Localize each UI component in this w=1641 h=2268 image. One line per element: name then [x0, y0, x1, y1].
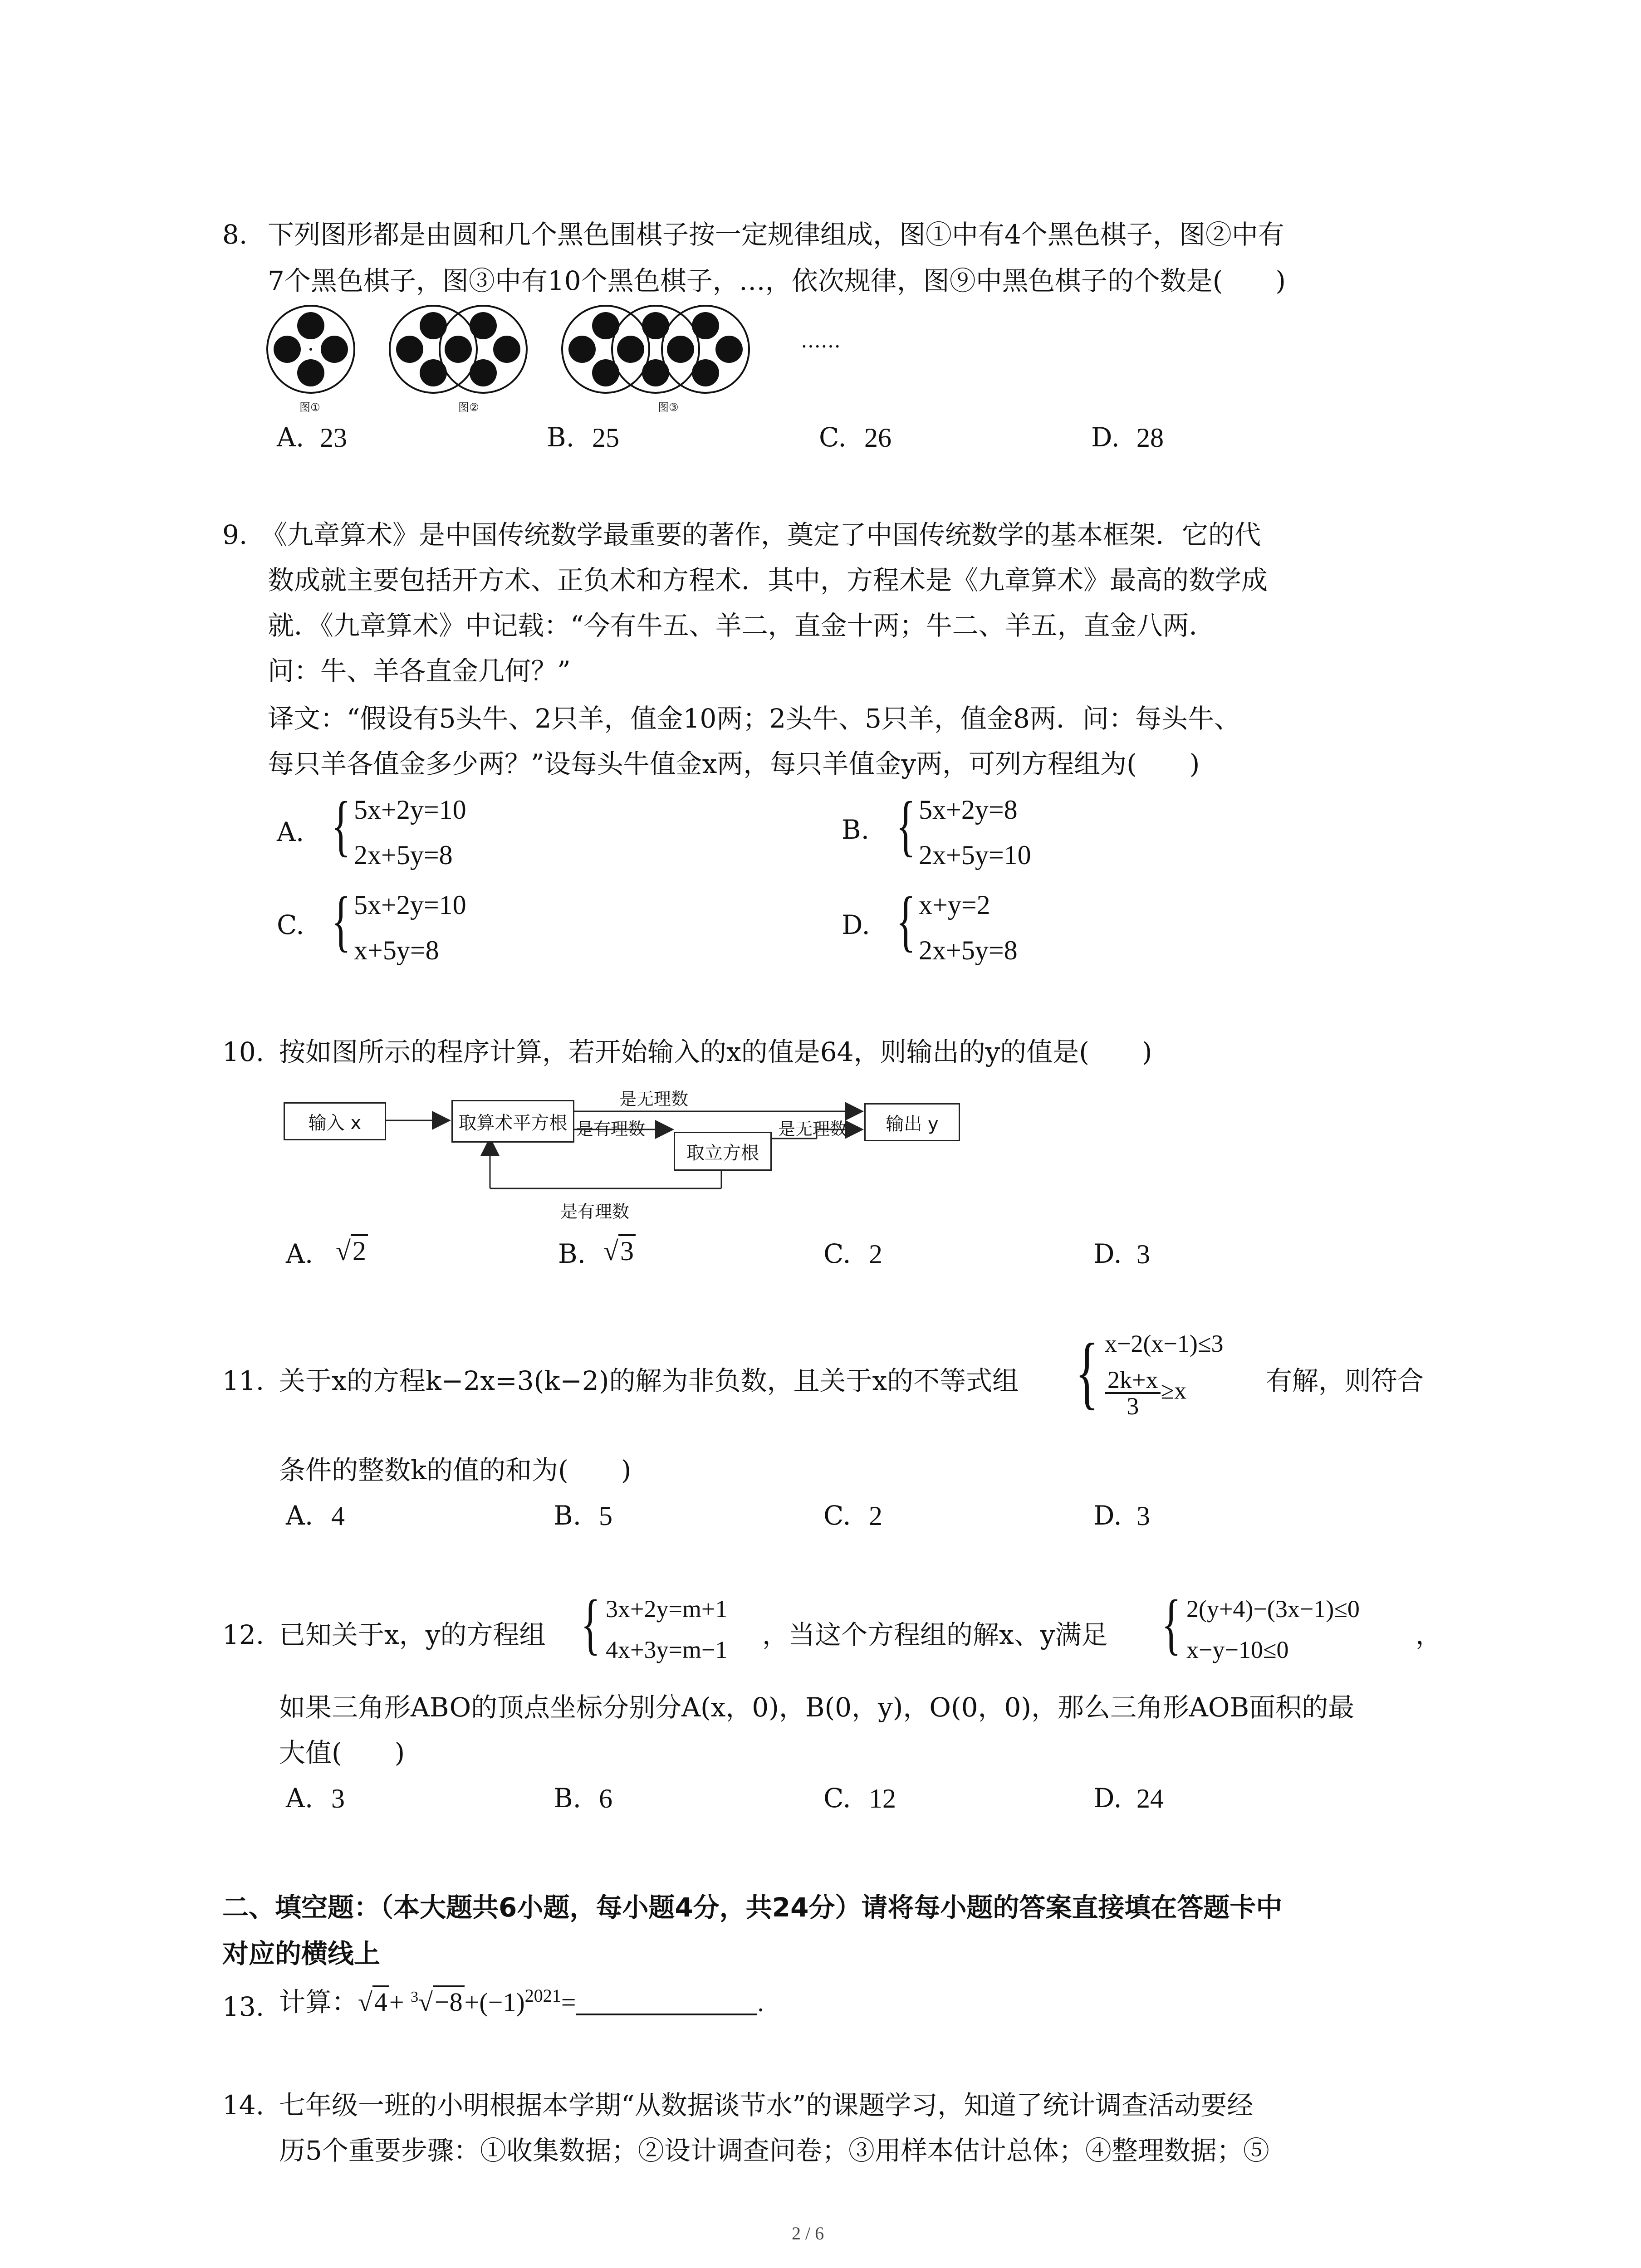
q11-option-a-value: 4: [331, 1501, 345, 1531]
q9-option-d-label: D.: [842, 909, 870, 940]
q11-option-b-label: B.: [554, 1500, 582, 1531]
q11-ineq1: x−2(x−1)≤3: [1105, 1330, 1224, 1357]
q12-option-b-label: B.: [554, 1783, 582, 1813]
q9-line6: 每只羊各值金多少两？”设每头牛值金x两，每只羊值金y两，可列方程组为( ): [268, 748, 1200, 779]
q8-option-b-value: 25: [592, 423, 619, 453]
q11-frac-den: 3: [1127, 1393, 1139, 1420]
q14-line2: 历5个重要步骤：①收集数据；②设计调查问卷；③用样本估计总体；④整理数据；⑤: [279, 2135, 1269, 2166]
q10-flow-label-rational-bottom: 是有理数: [560, 1202, 630, 1222]
q9-option-a-eq1: 5x+2y=10: [354, 795, 466, 825]
q11-ineq2: [1105, 1368, 1186, 1418]
q11-text-b: 有解，则符合: [1266, 1365, 1424, 1396]
q9-line5: 译文：“假设有5头牛、2只羊，值金10两；2头牛、5只羊，值金8两．问：每头牛、: [268, 703, 1240, 734]
q9-option-b-brace: {: [896, 788, 916, 863]
q8-option-d-value: 28: [1136, 423, 1164, 453]
q9-option-d-eq2: 2x+5y=8: [919, 935, 1018, 965]
q13-plus2: +(−1): [464, 1987, 525, 2017]
q10-text: 按如图所示的程序计算，若开始输入的x的值是64，则输出的y的值是( ): [279, 1036, 1152, 1067]
q11-option-d-value: 3: [1136, 1501, 1150, 1531]
q11-option-b-value: 5: [599, 1501, 612, 1531]
q12-option-d-label: D.: [1093, 1783, 1122, 1813]
q13-prefix: 计算：: [279, 1986, 358, 2018]
q9-line2: 数成就主要包括开方术、正负术和方程术．其中，方程术是《九章算术》最高的数学成: [268, 565, 1268, 596]
page-number: 2 / 6: [792, 2223, 824, 2244]
q8-fig-label-3: 图③: [658, 401, 679, 414]
q12-number: 12.: [222, 1619, 265, 1650]
q10-option-b-label: B.: [558, 1238, 586, 1269]
q11-brace: {: [1075, 1327, 1099, 1417]
q13-sqrt-arg: 4: [372, 1985, 389, 2017]
q13-exponent: 2021: [524, 1985, 561, 2006]
q8-line1: 下列图形都是由圆和几个黑色围棋子按一定规律组成，图①中有4个黑色棋子，图②中有: [268, 219, 1284, 250]
q8-ellipsis: ……: [801, 329, 841, 352]
q8-line2: 7个黑色棋子，图③中有10个黑色棋子，…，依次规律，图⑨中黑色棋子的个数是( ): [268, 265, 1286, 296]
q12-text-b: ，当这个方程组的解x、y满足: [762, 1619, 1108, 1650]
q13-answer-blank[interactable]: [576, 1991, 757, 2015]
q9-option-a-brace: {: [331, 788, 351, 863]
q13-expression: 计算：$√4+ ^3√-8+(-1)^{2021}=$ .: [279, 1985, 764, 2018]
q9-option-c-eq2: x+5y=8: [354, 935, 439, 965]
q12-line2: 如果三角形ABO的顶点坐标分别分A(x，0)，B(0，y)，O(0，0)，那么三角形AOB面积的最: [279, 1692, 1355, 1723]
q10-option-a-value: √2: [336, 1237, 368, 1265]
section2-heading-line1: 二、填空题：（本大题共6小题，每小题4分，共24分）请将每小题的答案直接填在答题卡中: [222, 1892, 1283, 1923]
q8-number: 8.: [222, 219, 248, 250]
q9-number: 9.: [222, 519, 248, 550]
q10-flow-label-irrational-right: 是无理数: [778, 1119, 847, 1139]
q9-option-a-label: A.: [277, 816, 304, 847]
q13-cbrt-index: 3: [411, 1989, 419, 2005]
q8-fig-label-1: 图①: [299, 401, 320, 414]
q13-plus1: +: [389, 1987, 404, 2017]
q11-option-c-label: C.: [823, 1500, 851, 1531]
q11-ineq2-tail: ≥x: [1161, 1377, 1187, 1404]
q9-option-d-brace: {: [896, 883, 916, 958]
q10-option-d-label: D.: [1093, 1238, 1122, 1269]
q8-figure-3: [562, 306, 749, 393]
q9-option-c-label: C.: [277, 909, 304, 940]
q9-option-b-eq2: 2x+5y=10: [919, 840, 1031, 870]
q9-option-b-label: B.: [842, 814, 870, 845]
q10-flow-input-box: 输入 x: [284, 1102, 386, 1140]
q8-option-a-label: A.: [277, 422, 304, 453]
q10-flow-label-rational-mid: 是有理数: [576, 1119, 646, 1139]
q13-cbrt-arg: −8: [433, 1985, 465, 2017]
q9-line4: 问：牛、羊各直金几何？”: [268, 655, 571, 686]
q10-flow-label-irrational-top: 是无理数: [619, 1085, 688, 1110]
q13-period: .: [757, 1987, 764, 2017]
q13-number: 13.: [222, 1991, 265, 2022]
q12-sys2-eq2: x−y−10≤0: [1186, 1636, 1289, 1663]
q12-option-d-value: 24: [1136, 1784, 1164, 1813]
q11-number: 11.: [222, 1365, 265, 1396]
q10-option-d-value: 3: [1136, 1239, 1150, 1269]
q9-option-c-brace: {: [331, 883, 351, 958]
q9-option-d-eq1: x+y=2: [919, 890, 990, 920]
q8-figure-1: [267, 306, 354, 393]
q11-line2: 条件的整数k的值的和为( ): [279, 1455, 632, 1486]
q11-option-c-value: 2: [869, 1501, 882, 1531]
q9-option-b-eq1: 5x+2y=8: [919, 795, 1018, 825]
q8-option-c-label: C.: [819, 422, 847, 453]
q9-line1: 《九章算术》是中国传统数学最重要的著作，奠定了中国传统数学的基本框架．它的代: [261, 519, 1261, 550]
q10-option-c-value: 2: [869, 1239, 882, 1269]
q10-option-b-value: √3: [603, 1237, 636, 1265]
q10-option-c-label: C.: [823, 1238, 851, 1269]
q10-option-a-label: A.: [286, 1238, 314, 1269]
q14-number: 14.: [222, 2090, 265, 2121]
q11-text-a: 关于x的方程k−2x=3(k−2)的解为非负数，且关于x的不等式组: [279, 1365, 1019, 1396]
q8-option-b-label: B.: [547, 422, 575, 453]
q12-text-c: ，: [1416, 1619, 1442, 1650]
q12-option-a-value: 3: [331, 1784, 345, 1813]
q10-flow-cbrt-box: 取立方根: [674, 1132, 772, 1171]
q8-stone-figures: [265, 304, 901, 413]
q13-equals: =: [561, 1987, 576, 2017]
q10-number: 10.: [222, 1036, 265, 1067]
q9-option-c-eq1: 5x+2y=10: [354, 890, 466, 920]
q12-sys2-brace: {: [1161, 1586, 1181, 1662]
q12-sys2-eq1: 2(y+4)−(3x−1)≤0: [1186, 1595, 1360, 1623]
q11-option-d-label: D.: [1093, 1500, 1122, 1531]
q12-text-a: 已知关于x，y的方程组: [279, 1619, 546, 1650]
q12-sys1-eq2: 4x+3y=m−1: [606, 1636, 728, 1663]
q11-option-a-label: A.: [286, 1500, 314, 1531]
q9-option-a-eq2: 2x+5y=8: [354, 840, 453, 870]
q12-option-c-value: 12: [869, 1784, 896, 1813]
q8-option-a-value: 23: [320, 423, 347, 453]
q12-line3: 大值( ): [279, 1737, 405, 1768]
section2-heading-line2: 对应的横线上: [222, 1938, 381, 1969]
q11-frac-num: 2k+x: [1105, 1368, 1161, 1394]
q10-flow-sqrt-box: 取算术平方根: [451, 1100, 574, 1143]
q14-line1: 七年级一班的小明根据本学期“从数据谈节水”的课题学习，知道了统计调查活动要经: [279, 2090, 1254, 2121]
q12-option-a-label: A.: [286, 1783, 314, 1813]
q10-flow-output-box: 输出 y: [864, 1103, 960, 1141]
q12-option-b-value: 6: [599, 1784, 612, 1813]
q9-line3: 就．《九章算术》中记载：“今有牛五、羊二，直金十两；牛二、羊五，直金八两．: [268, 610, 1215, 641]
q8-option-c-value: 26: [864, 423, 892, 453]
q12-sys1-eq1: 3x+2y=m+1: [606, 1595, 728, 1623]
q8-figure-2: [390, 306, 527, 393]
q8-option-d-label: D.: [1091, 422, 1120, 453]
q12-sys1-brace: {: [581, 1586, 601, 1662]
q12-option-c-label: C.: [823, 1783, 851, 1813]
q8-fig-label-2: 图②: [458, 401, 479, 414]
